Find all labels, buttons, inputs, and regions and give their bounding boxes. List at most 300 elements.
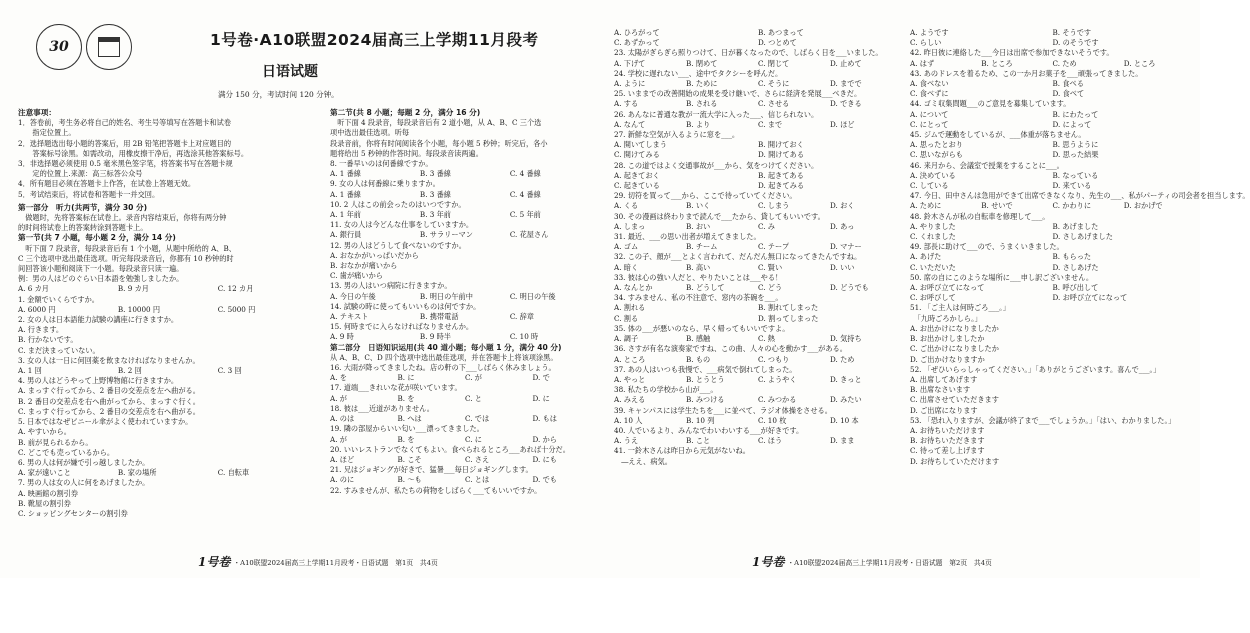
answer-option: C. そうに — [758, 79, 790, 89]
answer-option: C. 出席させていただきます — [910, 395, 999, 405]
answer-option: A. を — [330, 373, 347, 383]
option-row — [614, 314, 902, 324]
answer-option: D. きっと — [830, 374, 862, 384]
answer-option: A. 10 人 — [614, 415, 643, 425]
answer-option: B. 3 番線 — [419, 169, 451, 179]
answer-option: B. どうして — [686, 283, 725, 293]
question-stem: 14. 試験の時に使ってもいいものは何ですか。 — [330, 301, 481, 311]
answer-option: B. 感触 — [686, 334, 711, 344]
answer-option: C. 開けてみる — [614, 150, 660, 160]
answer-option: B. へは — [397, 414, 422, 424]
question-stem: 8. 一番早いのは何番線ですか。 — [330, 159, 433, 169]
intro-line: 例：男の人はどのぐらい日本語を勉強しましたか。 — [18, 274, 184, 284]
answer-option: D. さしあげました — [1052, 232, 1113, 242]
answer-option: C. つもり — [758, 354, 790, 364]
answer-option: C. テープ — [758, 242, 790, 252]
question-stem: 12. 男の人はどうして食べないのですか。 — [330, 240, 466, 250]
answer-option: D. 止めて — [830, 58, 862, 68]
note-line: 5．考试结束后，将试卷和答题卡一并交回。 — [18, 189, 160, 199]
answer-option: A. 映画館の割引券 — [18, 488, 79, 498]
answer-option: D. マナー — [830, 242, 862, 252]
answer-option: C. 熱 — [758, 334, 775, 344]
answer-option: A. テキスト — [330, 312, 369, 322]
option-row — [614, 436, 902, 446]
answer-option: A. 1 年前 — [330, 210, 361, 220]
option-row — [614, 375, 902, 385]
answer-option: D. ため — [830, 354, 855, 364]
answer-option: A. のは — [330, 414, 355, 424]
footer-page2 — [752, 553, 992, 570]
question-stem: 5. 日本ではなぜビニール傘がよく使われていますか。 — [18, 417, 193, 427]
note-line: 定的位置上.来源：高三标答公众号 — [18, 169, 143, 179]
option-row — [18, 305, 318, 315]
answer-option: C. みつかる — [758, 395, 797, 405]
answer-option: B. お待ちいただきます — [910, 436, 985, 446]
answer-option: C. 歯が痛いから — [330, 271, 383, 281]
question-stem: 7. 男の人は女の人に何をあげましたか。 — [18, 478, 150, 488]
answer-option: A. ほど — [330, 454, 355, 464]
answer-option: C. いただいた — [910, 262, 956, 272]
answer-option: D. どうでも — [830, 283, 869, 293]
option-row — [910, 79, 1195, 89]
question-stem: 28. この道ではよく交通事故が___から、気をつけてください。 — [614, 160, 819, 170]
question-stem: 15. 何時までに入らなければなりませんか。 — [330, 322, 474, 332]
answer-option: B. を — [397, 434, 415, 444]
question-stem: 29. 切符を買って___から、ここで待っていてください。 — [614, 191, 797, 201]
answer-option: A. 下げて — [614, 58, 646, 68]
answer-option: D. おかげで — [1123, 201, 1163, 211]
option-row — [910, 89, 1195, 99]
answer-option: D. お呼び立てになって — [1052, 293, 1128, 303]
answer-option: D. おく — [830, 201, 855, 211]
answer-option: C. 5 年前 — [509, 210, 541, 220]
answer-option: C. くれました — [910, 232, 956, 242]
footer-brand-mark: 1号卷 — [198, 555, 231, 569]
answer-option: C. 閉じて — [758, 58, 790, 68]
option-row — [910, 120, 1195, 130]
answer-option: D. 開けてある — [758, 150, 805, 160]
answer-option: B. おなかが痛いから — [330, 261, 398, 271]
answer-option: B. あつまって — [758, 28, 804, 37]
intro-line: 听下面 7 段录音，每段录音后有 1 个小题，从题中所给的 A、B、 — [18, 243, 236, 253]
question-stem: 32. この子、顔が___とよく言われて、だんだん無口になってきたんですね。 — [614, 252, 862, 262]
answer-option: B. おい — [686, 221, 711, 231]
option-row — [614, 283, 902, 293]
section2-heading: 第二节(共 8 小题；每题 2 分，满分 16 分) — [330, 108, 481, 117]
question-stem: ―ええ、病気。 — [614, 456, 672, 466]
question-stem: 41. 一鈴木さんは昨日から元気がないね。 — [614, 446, 750, 456]
answer-option: B. 前が見られるから。 — [18, 437, 93, 447]
part1-heading: 第一部分 听力(共两节，满分 30 分) — [18, 202, 148, 212]
answer-option: C. あずかって — [614, 38, 660, 48]
answer-option: C. と — [465, 393, 482, 403]
intro-line: C 三个选项中选出最佳选项。听完每段录音后，你都有 10 秒钟的时 — [18, 253, 234, 263]
answer-option: C. ほう — [758, 436, 783, 446]
answer-option: A. 家が遠いこと — [18, 468, 71, 478]
answer-option: D. で — [532, 373, 550, 383]
answer-option: D. 気持ち — [830, 334, 862, 344]
answer-option: C. 起きている — [614, 181, 660, 191]
question-stem: 33. 彼は心の強い人だと、やりたいことは___やる！ — [614, 272, 783, 282]
question-stem: 49. 部長に助けて___ので、うまくいきました。 — [910, 242, 1064, 252]
option-row — [614, 201, 902, 211]
intro-line: 段录音前，你将有时间阅读各个小题，每小题 5 秒钟；听完后，各小 — [330, 138, 548, 148]
answer-option: C. にとって — [910, 119, 949, 129]
answer-option: D. 思った結果 — [1052, 150, 1099, 160]
answer-option: A. 6000 円 — [18, 304, 56, 314]
exam-title: 1号卷·A10联盟2024届高三上学期11月段考 — [210, 31, 539, 49]
option-row — [330, 312, 600, 322]
option-row — [614, 181, 902, 191]
answer-option: B. チーム — [686, 242, 718, 252]
question-stem: 18. 彼は___近道がありません。 — [330, 403, 434, 413]
option-row — [330, 332, 600, 342]
answer-option: A. する — [614, 99, 639, 109]
question-stem: 44. ゴミ収集問題___のご意見を募集しています。 — [910, 99, 1071, 109]
answer-option: A. 割れる — [614, 303, 646, 313]
question-stem: 45. ジムで運動をしているが、___体重が落ちません。 — [910, 130, 1086, 140]
answer-option: A. やっと — [614, 374, 646, 384]
footer-page2-text: ・A10联盟2024届高三上学期11月段考・日语试题 第2页 共4页 — [787, 558, 992, 567]
question-stem: 43. あのドレスを着るため、この一か月お菓子を___頑張ってきました。 — [910, 68, 1143, 78]
notes-section — [18, 108, 318, 519]
option-row — [18, 284, 318, 294]
note-line: 3．非选择题必须使用 0.5 毫米黑色签字笔，将答案书写在答题卡规 — [18, 159, 233, 169]
question-stem: 2. 女の人は日本語能力試験の講座に行きますか。 — [18, 315, 179, 325]
answer-option: C. 明日の午後 — [509, 291, 556, 301]
option-row — [614, 303, 902, 313]
intro-line: 题将给出 5 秒钟的作答时间。每段录音读两遍。 — [330, 148, 483, 158]
option-row — [18, 468, 318, 478]
option-row — [614, 79, 902, 89]
answer-option: B. 10 列 — [686, 415, 715, 425]
answer-option: C. お呼びして — [910, 293, 956, 303]
intro-line: 从 A、B、C、D 四个选项中选出最佳选项，并在答题卡上将该项涂黑。 — [330, 352, 558, 362]
answer-option: A. が — [330, 393, 347, 403]
answer-option: C. 10 時 — [509, 332, 539, 342]
answer-option: A. 調子 — [614, 334, 639, 344]
school-seal-right — [86, 24, 132, 70]
answer-option: B. 開けておく — [758, 140, 804, 150]
answer-option: C. 4 番線 — [509, 189, 541, 199]
question-stem: 46. 来月から、会議室で授業をすることに___。 — [910, 160, 1064, 170]
answer-option: D. に — [532, 393, 550, 403]
answer-option: B. お出かけしましたか — [910, 334, 985, 344]
option-row — [614, 99, 902, 109]
answer-option: B. こと — [686, 436, 711, 446]
option-row — [614, 150, 902, 160]
answer-option: C. ため — [1052, 58, 1077, 68]
note-line: 4．所有题目必须在答题卡上作答，在试卷上答题无效。 — [18, 179, 196, 189]
answer-option: A. うえ — [614, 436, 639, 446]
answer-option: D. もは — [532, 414, 557, 424]
answer-option: B. 10000 円 — [117, 304, 161, 314]
intro-line: 的时间将试卷上的答案转涂到答题卡上。 — [18, 223, 148, 233]
answer-option: A. について — [910, 109, 949, 119]
question-stem: 23. 太陽がぎらぎら照りつけて、日が暮くなったので、しばらく日を___いました。 — [614, 48, 883, 58]
answer-option: A. みえる — [614, 395, 646, 405]
intro-line: 间回答该小题和阅读下一小题。每段录音只读一遍。 — [18, 264, 184, 274]
answer-option: B. 2 番目の交差点を右へ曲がってから、まっすぐ行く。 — [18, 396, 200, 406]
intro-line: 做题时，先将答案标在试卷上。录音内容结束后，你将有两分钟 — [18, 213, 227, 223]
answer-option: C. 自転車 — [217, 468, 250, 478]
answer-option: A. なんて — [614, 119, 646, 129]
answer-option: A. やりました — [910, 221, 956, 231]
question-stem: 19. 隣の部屋からいい匂い___漂ってきました。 — [330, 424, 484, 434]
intro-line: 项中选出最佳选项。听每 — [330, 128, 410, 138]
answer-option: A. 1 番線 — [330, 189, 361, 199]
answer-option: C. 思いながらも — [910, 150, 963, 160]
footer-brand-mark: 1号卷 — [752, 555, 785, 569]
answer-option: C. らしい — [910, 38, 942, 48]
answer-option: B. を — [397, 393, 415, 403]
answer-option: A. まっすぐ行ってから、2 番目の交差点を左へ曲がる。 — [18, 386, 200, 396]
answer-option: C. 食べずに — [910, 89, 949, 99]
answer-option: A. あげた — [910, 252, 942, 262]
question-stem: 42. 昨日彼に連絡した___今日は出席で参加できないそうです。 — [910, 48, 1114, 58]
option-row — [910, 150, 1195, 160]
part2-heading: 第二部分 日语知识运用(共 40 道小题；每小题 1 分，满分 40 分) — [330, 342, 562, 352]
question-stem: 20. いいレストランでなくてもよい。食べられるところ___あれば十分だ。 — [330, 444, 570, 454]
question-stem: 11. 女の人は今どんな仕事をしていますか。 — [330, 220, 474, 230]
question-stem: 51. 「ご主人は何時ごろ___。」 — [910, 303, 1010, 313]
answer-option: A. おなかがいっぱいだから — [330, 250, 419, 260]
option-row — [614, 263, 902, 273]
question-stem: 50. 席の自にこのような場所に___申し訳ございません。 — [910, 272, 1094, 282]
option-row — [614, 120, 902, 130]
option-row — [910, 171, 1195, 181]
option-row — [614, 416, 902, 426]
answer-option: B. ために — [686, 79, 718, 89]
answer-option: B. 家の場所 — [117, 468, 157, 478]
answer-option: A. 決めている — [910, 170, 956, 180]
answer-option: D. から — [532, 434, 557, 444]
option-row — [330, 373, 600, 383]
answer-option: A. 行きます。 — [18, 325, 64, 335]
question-stem: 10. 2 人はこの前会ったのはいつですか。 — [330, 199, 466, 209]
answer-option: D. つとめて — [758, 38, 797, 48]
question-stem: 24. 学校に遅れない___、途中でタクシーを呼んだ。 — [614, 68, 783, 78]
question-stem: 3. 女の人は一日に何回薬を飲まなければなりませんか。 — [18, 355, 200, 365]
question-stem: 47. 今日、田中さんは急用ができて出席できなくなり、先生の___、私がパーティの司会者を担当します。 — [910, 191, 1250, 201]
answer-option: D. ご出席になります — [910, 405, 978, 415]
answer-option: C. 5000 円 — [217, 304, 256, 314]
answer-option: D. さしあげた — [1052, 262, 1099, 272]
answer-option: A. くる — [614, 201, 639, 211]
option-row — [330, 414, 600, 424]
question-stem: 9. 女の人は何番線に乗りますか。 — [330, 179, 440, 189]
answer-option: B. せいで — [981, 201, 1013, 211]
question-stem: 「九時ごろかしら。」 — [910, 313, 982, 323]
answer-option: A. 起きておく — [614, 170, 660, 180]
option-row — [910, 252, 1195, 262]
option-row — [330, 455, 600, 465]
question-stem: 31. 最近、___の思い出者が増えてきました。 — [614, 232, 761, 242]
question-stem: 40. 人でいるより、みんなでわいわいする___が好きです。 — [614, 425, 804, 435]
answer-option: C. どう — [758, 283, 783, 293]
answer-option: C. まで — [758, 119, 783, 129]
question-stem: 30. その漫画は終わりまで読んで___たから、貸してもいいです。 — [614, 211, 825, 221]
answer-option: B. 行かないです。 — [18, 335, 78, 345]
answer-option: B. とうとう — [686, 374, 725, 384]
answer-option: C. 4 番線 — [509, 169, 541, 179]
answer-option: B. サラリーマン — [419, 230, 473, 240]
answer-option: B. 明日の午前中 — [419, 291, 473, 301]
answer-option: C. 12 カ月 — [217, 284, 254, 294]
answer-option: D. ほど — [830, 119, 855, 129]
answer-option: A. ようです — [910, 28, 949, 37]
question-stem: 52. 「ぜひいらっしゃってください。」「ありがとうございます。喜んで___。」 — [910, 364, 1161, 374]
answer-option: D. あっ — [830, 221, 855, 231]
answer-option: B. より — [686, 119, 711, 129]
question-stem: 26. あんなに普通な教が一流大学に入った___、信じられない。 — [614, 109, 819, 119]
note-line: 1．答卷前，考生务必将自己的姓名、考生号等填写在答题卡和试卷 — [18, 118, 232, 128]
answer-option: B. 閉めて — [686, 58, 718, 68]
exam-subtitle: 日语试题 — [262, 64, 318, 80]
answer-option: A. 思ったとおり — [910, 140, 963, 150]
option-row — [910, 181, 1195, 191]
building-icon — [98, 37, 120, 57]
option-row — [910, 232, 1195, 242]
option-row — [910, 222, 1195, 232]
answer-option: C. どこでも売っているから。 — [18, 447, 115, 457]
option-row — [614, 242, 902, 252]
answer-option: C. ようやく — [758, 374, 797, 384]
answer-option: B. 割れてしまった — [758, 303, 819, 313]
answer-option: C. かわりに — [1052, 201, 1092, 211]
question-stem: 38. 私たちの学校から山が___。 — [614, 385, 718, 395]
answer-option: A. 1 回 — [18, 366, 42, 376]
option-row — [614, 59, 902, 69]
option-row — [330, 292, 600, 302]
answer-option: C. 賢い — [758, 262, 783, 272]
answer-option: D. ところ — [1123, 58, 1156, 68]
answer-option: B. こそ — [397, 454, 422, 464]
answer-option: B. 3 番線 — [419, 189, 451, 199]
question-stem: 34. すみません、私の不注意で、窓内の茶碗を___。 — [614, 293, 783, 303]
answer-option: D. お待ちしていただけます — [910, 456, 1000, 466]
answer-option: B. 思うように — [1052, 140, 1099, 150]
section1-heading: 第一节(共 7 小题，每小题 2 分，满分 14 分) — [18, 233, 176, 243]
answer-option: D. によって — [1052, 119, 1092, 129]
answer-option: D. いい — [830, 262, 855, 272]
question-stem: 13. 男の人はいつ病院に行きますか。 — [330, 281, 452, 291]
answer-option: C. が — [465, 373, 482, 383]
answer-option: A. 6 カ月 — [18, 284, 49, 294]
answer-option: D. 10 本 — [830, 415, 859, 425]
note-line: 答案标号涂黑。如需改动，用橡皮擦干净后，再选涂其他答案标号。 — [18, 148, 249, 158]
option-row — [330, 210, 600, 220]
answer-option: B. 食べる — [1052, 79, 1084, 89]
option-row — [614, 38, 902, 48]
answer-option: C. に — [465, 434, 482, 444]
answer-option: B. にわたって — [1052, 109, 1099, 119]
option-row — [910, 38, 1195, 48]
answer-option: B. 9 時半 — [419, 332, 451, 342]
school-seal-left — [36, 24, 82, 70]
answer-option: A. はず — [910, 58, 935, 68]
school-logos — [36, 24, 136, 88]
answer-option: A. なんとか — [614, 283, 653, 293]
question-stem: 53. 「恐れ入りますが、会議が終了まで___でしょうか。」「はい、わかりました。」 — [910, 415, 1176, 425]
option-row — [330, 169, 600, 179]
note-line: 指定位置上。 — [18, 128, 76, 138]
option-row — [910, 59, 1195, 69]
option-row — [910, 110, 1195, 120]
page2-right-column — [910, 28, 1250, 553]
option-row — [910, 28, 1195, 38]
option-row — [614, 222, 902, 232]
answer-option: A. 銀行員 — [330, 230, 362, 240]
answer-option: D. のそうです — [1052, 38, 1099, 48]
question-stem: 25. いままでの改善開始の成果を受け継いで、さらに経済を発展___べきだ。 — [614, 89, 862, 99]
answer-option: C. まだ決まっていない。 — [18, 345, 100, 355]
question-stem: 39. キャンパスには学生たちを___に並べて、ラジオ体操をさせる。 — [614, 405, 832, 415]
answer-option: D. までで — [830, 79, 862, 89]
answer-option: B. に — [397, 373, 415, 383]
answer-option: B. もらった — [1052, 252, 1092, 262]
question-stem: 16. 大雨が降ってきましたね。店の軒の下___しばらく休みましょう。 — [330, 363, 556, 373]
option-row — [614, 334, 902, 344]
answer-option: A. しまっ — [614, 221, 646, 231]
answer-option: C. とは — [465, 475, 490, 485]
option-row — [330, 475, 600, 485]
answer-option: A. ゴム — [614, 242, 639, 252]
option-row — [614, 355, 902, 365]
answer-option: B. 呼び出して — [1052, 283, 1099, 293]
answer-option: A. お出かけになりましたか — [910, 323, 999, 333]
page2-left-column — [614, 28, 902, 553]
note-line: 2．选择题选出每小题的答案后，用 2B 铅笔把答题卡上对应题目的 — [18, 138, 232, 148]
answer-option: A. やすいから。 — [18, 427, 71, 437]
answer-option: B. もの — [686, 354, 711, 364]
option-row — [614, 171, 902, 181]
answer-option: A. 暗く — [614, 262, 639, 272]
option-row — [330, 435, 600, 445]
answer-option: B. 2 回 — [117, 366, 142, 376]
question-stem: 6. 男の人は何が嫌で引っ越しましたか。 — [18, 457, 150, 467]
answer-option: D. 来ている — [1052, 181, 1092, 191]
answer-option: A. ように — [614, 79, 646, 89]
answer-option: C. さえ — [465, 454, 490, 464]
option-row — [614, 28, 902, 38]
answer-option: C. 辞章 — [509, 312, 534, 322]
answer-option: A. が — [330, 434, 347, 444]
answer-option: C. 10 枚 — [758, 415, 787, 425]
answer-option: A. ために — [910, 201, 942, 211]
answer-option: B. 起きてある — [758, 170, 804, 180]
answer-option: A. 9 時 — [330, 332, 354, 342]
question-stem: 17. 道端___きれいな花が咲いています。 — [330, 383, 462, 393]
answer-option: B. 携帯電話 — [419, 312, 459, 322]
answer-option: A. お待ちいただけます — [910, 425, 985, 435]
answer-option: C. 待って差し上げます — [910, 446, 985, 456]
answer-option: D. 食べて — [1052, 89, 1085, 99]
footer-page1 — [198, 553, 438, 570]
answer-option: C. み — [758, 221, 775, 231]
answer-option: D. にも — [532, 454, 557, 464]
answer-option: A. ひろがって — [614, 28, 660, 37]
option-row — [330, 190, 600, 200]
answer-option: B. なっている — [1052, 170, 1099, 180]
answer-option: A. 出席してあげます — [910, 374, 978, 384]
option-row — [18, 366, 318, 376]
answer-option: D. 起きてみる — [758, 181, 805, 191]
answer-option: C. では — [465, 414, 490, 424]
question-stem: 35. 体の___が悪いのなら、早く帰ってもいいですよ。 — [614, 323, 790, 333]
score-note: 满分 150 分，考试时间 120 分钟。 — [218, 90, 339, 99]
answer-option: D. 割ってしまった — [758, 313, 819, 323]
